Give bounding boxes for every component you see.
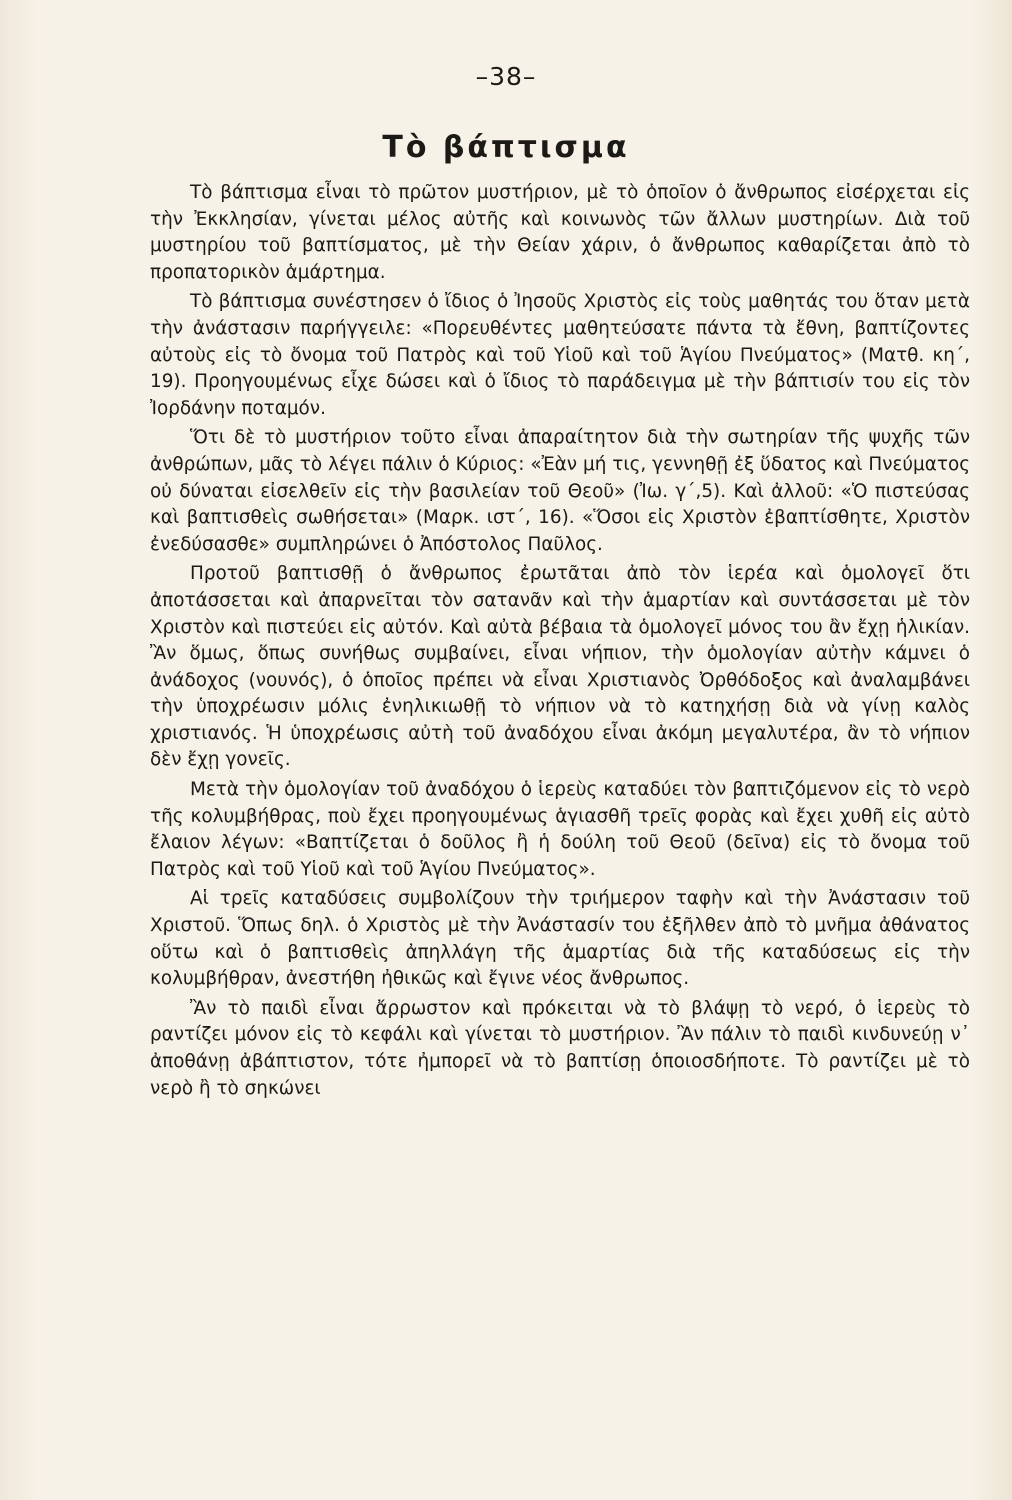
paragraph: Αἱ τρεῖς καταδύσεις συμβολίζουν τὴν τριήμερον ταφὴν καὶ τὴν Ἀνάστασιν τοῦ Χριστοῦ. Ὅπως δηλ. ὁ Χριστὸς μὲ τὴν Ἀνάστασίν του ἐξῆλθεν ἀπὸ τὸ μνῆμα ἀθάνατος οὕτω καὶ ὁ βαπτισθεὶς ἀπηλλάγη τῆς ἁμαρτίας διὰ τῆς καταδύσεως εἰς τὴν κολυμβήθραν, ἀνεστήθη ἠθικῶς καὶ ἔγινε νέος ἄνθρωπος. bbox=[150, 888, 970, 990]
chapter-title: Τὸ βάπτισμα bbox=[382, 130, 630, 165]
paragraph: Τὸ βάπτισμα συνέστησεν ὁ ἴδιος ὁ Ἰησοῦς Χριστὸς εἰς τοὺς μαθητάς του ὅταν μετὰ τὴν ἀνάστασιν παρήγγειλε: «Πορευθέντες μαθητεύσατε πάντα τὰ ἔθνη, βαπτίζοντες αὐτοὺς εἰς τὸ ὄνομα τοῦ Πατρὸς καὶ τοῦ Υἱοῦ καὶ τοῦ Ἁγίου Πνεύματος» (Ματθ. κη΄, 19). Προηγουμένως εἶχε δώσει καὶ ὁ ἴδιος τὸ παράδειγμα μὲ τὴν βάπτισίν του εἰς τὸν Ἰορδάνην ποταμόν. bbox=[150, 291, 970, 419]
body-text bbox=[150, 180, 970, 1102]
page-number: –38– bbox=[475, 62, 537, 91]
paragraph: Τὸ βάπτισμα εἶναι τὸ πρῶτον μυστήριον, μὲ τὸ ὁποῖον ὁ ἄνθρωπος εἰσέρχεται εἰς τὴν Ἐκκλησίαν, γίνεται μέλος αὐτῆς καὶ κοινωνὸς τῶν ἄλλων μυστηρίων. Διὰ τοῦ μυστηρίου τοῦ βαπτίσματος, μὲ τὴν Θείαν χάριν, ὁ ἄνθρωπος καθαρίζεται ἀπὸ τὸ προπατορικὸν ἁμάρτημα. bbox=[150, 182, 970, 283]
paragraph: Προτοῦ βαπτισθῇ ὁ ἄνθρωπος ἐρωτᾶται ἀπὸ τὸν ἱερέα καὶ ὁμολογεῖ ὅτι ἀποτάσσεται καὶ ἀπαρνεῖται τὸν σατανᾶν καὶ τὴν ἁμαρτίαν καὶ συντάσσεται μὲ τὸν Χριστὸν καὶ πιστεύει εἰς αὐτόν. Καὶ αὐτὰ βέβαια τὰ ὁμολογεῖ μόνος του ἂν ἔχῃ ἡλικίαν. Ἂν ὅμως, ὅπως συνήθως συμβαίνει, εἶναι νήπιον, τὴν ὁμολογίαν αὐτὴν κάμνει ὁ ἀνάδοχος (νουνός), ὁ ὁποῖος πρέπει νὰ εἶναι Χριστιανὸς Ὀρθόδοξος καὶ ἀναλαμβάνει τὴν ὑποχρέωσιν μόλις ἐνηλικιωθῇ τὸ νήπιον νὰ τὸ κατηχήσῃ διὰ νὰ γίνῃ καλὸς χριστιανός. Ἡ ὑποχρέωσις αὐτὴ τοῦ ἀναδόχου εἶναι ἀκόμη μεγαλυτέρα, ἂν τὸ νήπιον δὲν ἔχῃ γονεῖς. bbox=[150, 563, 970, 771]
paragraph: Ὅτι δὲ τὸ μυστήριον τοῦτο εἶναι ἀπαραίτητον διὰ τὴν σωτηρίαν τῆς ψυχῆς τῶν ἀνθρώπων, μᾶς τὸ λέγει πάλιν ὁ Κύριος: «Ἐὰν μή τις, γεννηθῇ ἐξ ὕδατος καὶ Πνεύματος οὐ δύναται εἰσελθεῖν εἰς τὴν βασιλείαν τοῦ Θεοῦ» (Ἰω. γ΄,5). Καὶ ἀλλοῦ: «Ὁ πιστεύσας καὶ βαπτισθεὶς σωθήσεται» (Μαρκ. ιστ΄, 16). «Ὅσοι εἰς Χριστὸν ἐβαπτίσθητε, Χριστὸν ἐνεδύσασθε» συμπληρώνει ὁ Ἀπόστολος Παῦλος. bbox=[150, 427, 970, 555]
paragraph: Ἂν τὸ παιδὶ εἶναι ἄρρωστον καὶ πρόκειται νὰ τὸ βλάψῃ τὸ νερό, ὁ ἱερεὺς τὸ ραντίζει μόνον εἰς τὸ κεφάλι καὶ γίνεται τὸ μυστήριον. Ἂν πάλιν τὸ παιδὶ κινδυνεύῃ ν᾽ ἀποθάνῃ ἀβάπτιστον, τότε ἠμπορεῖ νὰ τὸ βαπτίσῃ ὁποιοσδήποτε. Τὸ ραντίζει μὲ τὸ νερὸ ἢ τὸ σηκώνει bbox=[150, 997, 970, 1099]
paragraph: Μετὰ τὴν ὁμολογίαν τοῦ ἀναδόχου ὁ ἱερεὺς καταδύει τὸν βαπτιζόμενον εἰς τὸ νερὸ τῆς κολυμβήθρας, ποὺ ἔχει προηγουμένως ἁγιασθῆ τρεῖς φορὰς καὶ ἔχει χυθῆ εἰς αὐτὸ ἔλαιον λέγων: «Βαπτίζεται ὁ δοῦλος ἢ ἡ δούλη τοῦ Θεοῦ (δεῖνα) εἰς τὸ ὄνομα τοῦ Πατρὸς καὶ τοῦ Υἱοῦ καὶ τοῦ Ἁγίου Πνεύματος». bbox=[150, 779, 970, 880]
